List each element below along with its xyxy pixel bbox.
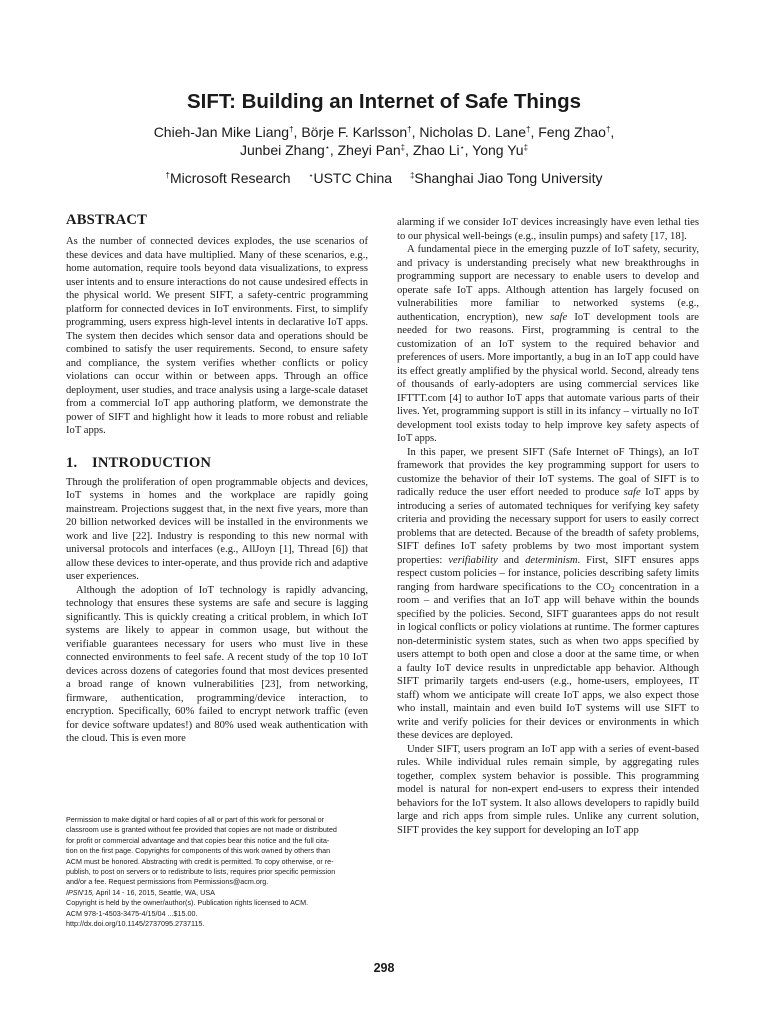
author-separator: , (293, 124, 302, 140)
text-run: A fundamental piece in the emerging puzzle of IoT safety, security, and privacy is understanding precisely what new breakthroughs in programming support are necessary to enable users to develop and operate safe IoT apps. Although attention has largely focused on vulnerabilities more familiar to networked systems (e.g., authentication, encryption), new (397, 244, 699, 323)
author-name: Börje F. Karlsson (301, 124, 408, 140)
affiliation-mark: ‡ (409, 171, 415, 180)
author-name: Feng Zhao (538, 124, 606, 140)
permission-line: tion on the first page. Copyrights for components of this work owned by others than (66, 846, 331, 856)
permission-line: and/or a fee. Request permissions from Permissions@acm.org. (66, 877, 269, 887)
isbn-line: ACM 978-1-4503-3475-4/15/04 ...$15.00. (66, 908, 198, 918)
author-mark: † (407, 125, 412, 134)
affiliation (410, 170, 603, 186)
affiliation-name: USTC China (313, 170, 393, 186)
author-name: Junbei Zhang (239, 142, 325, 158)
affiliation (166, 170, 291, 186)
permission-notice (66, 815, 368, 929)
permission-line: publish, to post on servers or to redistribute to lists, requires prior specific permission (66, 867, 336, 877)
venue-name: IPSN'15, (66, 887, 95, 897)
doi-link: http://dx.doi.org/10.1145/2737095.2737115. (66, 919, 205, 929)
author-separator: , (411, 124, 420, 140)
emphasis: verifiability (448, 554, 498, 566)
author-line-2 (0, 141, 768, 159)
author-mark: ⋆ (324, 143, 330, 152)
author-mark: ‡ (523, 143, 529, 152)
text-run: In this paper, we present SIFT (Safe Internet oF Things), an IoT framework that provides the key programming support for users to customize the behavior of their IoT systems. The goal of SIFT is to radically reduce the user effort needed to produce (397, 446, 699, 498)
abstract-text: As the number of connected devices explodes, the use scenarios of these devices and data have multiplied. Many of these scenarios, e.g., home automation, require tools beyond data visualizations, to express user intents and to ensure interactions do not cause undesired effects in the physical world. We present SIFT, a safety-centric programming platform for connected devices in IoT environments. First, to simplify programming, users express high-level intents in declarative IoT apps. The system then decides which sensor data and operations should be combined to satisfy the user requirements. Second, to ensure safety and compliance, the system verifies whether conflicts or policy violations can occur within or between apps. Through an office deployment, user studies, and trace analysis using a large-scale dataset from a commercial IoT app authoring platform, we demonstrate the power of SIFT and highlight how it leads to more robust and reliable IoT apps. (66, 236, 368, 436)
paper-title: SIFT: Building an Internet of Safe Things (186, 90, 582, 113)
author-separator: , (405, 142, 413, 158)
intro-paragraph-3 (397, 243, 699, 446)
intro-paragraph-4 (397, 446, 699, 743)
permission-line: for profit or commercial advantage and that copies bear this notice and the full cita- (66, 835, 330, 845)
venue-line (66, 888, 368, 898)
author-name: Zhao Li (412, 142, 460, 158)
text-run: concentration in a room – and verifies that an IoT app will behave within the bounds specified by the policies. Second, SIFT guarantees apps do not result in logical conflicts or policy violations at runtime. The former captures non-deterministic system states, such as when two apps specified by users attempt to both open and close a door at the same time, or when a faulty IoT device results in unpredictable app behavior. Although SIFT primarily targets end-users (e.g., home-users, employees, IT staff) whom we anticipate will create IoT apps, we also expect those who install, maintain and even build IoT systems will use SIFT to write and verify policies for their devices or environments in which these devices are deployed. (397, 581, 699, 741)
intro-paragraph-continued: alarming if we consider IoT devices increasingly have even lethal ties to our physical well-beings (e.g., insulin pumps) and safety [17, 18]. (397, 217, 699, 242)
intro-paragraph-2: Although the adoption of IoT technology is rapidly advancing, technology that ensures these systems are safe and secure is lagging significantly. This is quickly creating a critical problem, in which IoT systems are likely to appear in common usage, but without the verifiable guarantees necessary for users who must live in these connected environments to feel safe. A recent study of the top 10 IoT devices across dozens of categories found that most devices presented a broad range of known vulnerabilities [23], from networking, firmware, authentication, programming/device interaction, to encryption. Specifically, 60% failed to encrypt network traffic (even for device software updates!) and 80% used weak authentication with the cloud. This is even more (66, 584, 368, 744)
emphasis: determinism (525, 554, 578, 566)
emphasis: safe (550, 311, 568, 323)
section-title: INTRODUCTION (92, 454, 212, 471)
author-separator: , (329, 142, 338, 158)
author-separator: , (464, 142, 473, 158)
text-run: IoT apps by introducing a series of automated techniques for verifying key safety criteria and providing the necessary support for users to easily correct problems that are detected. Because of the breadth of safety problems, SIFT defines IoT safety problems by two most important system properties: (397, 487, 699, 566)
intro-paragraph-5: Under SIFT, users program an IoT app with a series of event-based rules. While individual rules remain simple, by aggregating rules together, complex system behavior is possible. This programming model is natural for non-expert end-users to express their intended behaviors for the IoT system. It also allows developers to rapidly build large and rich apps from simple rules. Unlike any current solution, SIFT provides the key support for developing an IoT app (397, 743, 699, 836)
permission-line: Permission to make digital or hard copies of all or part of this work for personal or (66, 815, 325, 824)
text-run: and (497, 554, 526, 566)
left-column (66, 211, 368, 746)
permission-line: ACM must be honored. Abstracting with credit is permitted. To copy otherwise, or re- (66, 856, 334, 866)
venue-details: April 14 - 16, 2015, Seattle, WA, USA (94, 887, 215, 897)
author-mark: ‡ (400, 143, 406, 152)
intro-paragraph-1: Through the proliferation of open programmable objects and devices, IoT systems in homes and the workplace are rapidly going mainstream. Projections suggest that, in the next five years, more than 20 billion networked devices will be installed in the environments we work and live [22]. Industry is responding to this new normal with universal protocols and interfaces (e.g., AllJoyn [1], Thread [6]) that allow these devices to inter-operate, and thus provide rich and adaptive user experiences. (66, 476, 368, 582)
author-separator: , (530, 124, 539, 140)
author-line-1 (0, 123, 768, 141)
page-number: 298 (373, 961, 395, 975)
affiliation (308, 170, 392, 186)
affiliation-name: Shanghai Jiao Tong University (414, 170, 603, 186)
author-name: Chieh-Jan Mike Liang (153, 124, 290, 140)
subscript: 2 (610, 584, 615, 594)
affiliation-mark: ⋆ (308, 171, 314, 180)
author-list (0, 123, 768, 159)
permission-line: classroom use is granted without fee provided that copies are not made or distributed (66, 825, 337, 835)
author-name: Zheyi Pan (337, 142, 401, 158)
section-number: 1. (66, 454, 78, 471)
affiliation-mark: † (165, 171, 170, 180)
text-run: . First, SIFT ensures apps respect custom policies – for instance, policies describing safety limits ranging from hardware specifications to the CO (397, 554, 700, 593)
author-name: Nicholas D. Lane (419, 124, 527, 140)
text-run: IoT development tools are needed for two reasons. First, programming is central to the customization of an IoT system to the required behavior and preferences of users. More importantly, a bug in an IoT app could have its effect greatly amplified by the physical world. Second, already tens of thousands of early-adopters are using commercial services like IFTTT.com [4] to author IoT apps that automate various parts of their lives. Yet, programming support is still in its infancy – virtually no IoT development tool exists today to help improve key safety aspects of IoT apps. (397, 311, 700, 444)
abstract-heading: ABSTRACT (66, 212, 148, 228)
affiliation-list (0, 169, 768, 187)
emphasis: safe (623, 487, 641, 498)
right-column (397, 216, 699, 837)
affiliation-name: Microsoft Research (169, 170, 291, 186)
copyright-line: Copyright is held by the owner/author(s). Publication rights licensed to ACM. (66, 898, 309, 908)
author-mark: † (526, 125, 531, 134)
author-name: Yong Yu (472, 142, 524, 158)
author-separator: , (610, 124, 615, 140)
author-mark: † (605, 125, 611, 134)
author-mark: † (289, 125, 294, 134)
author-mark: ⋆ (459, 143, 465, 152)
introduction-heading (66, 454, 368, 476)
